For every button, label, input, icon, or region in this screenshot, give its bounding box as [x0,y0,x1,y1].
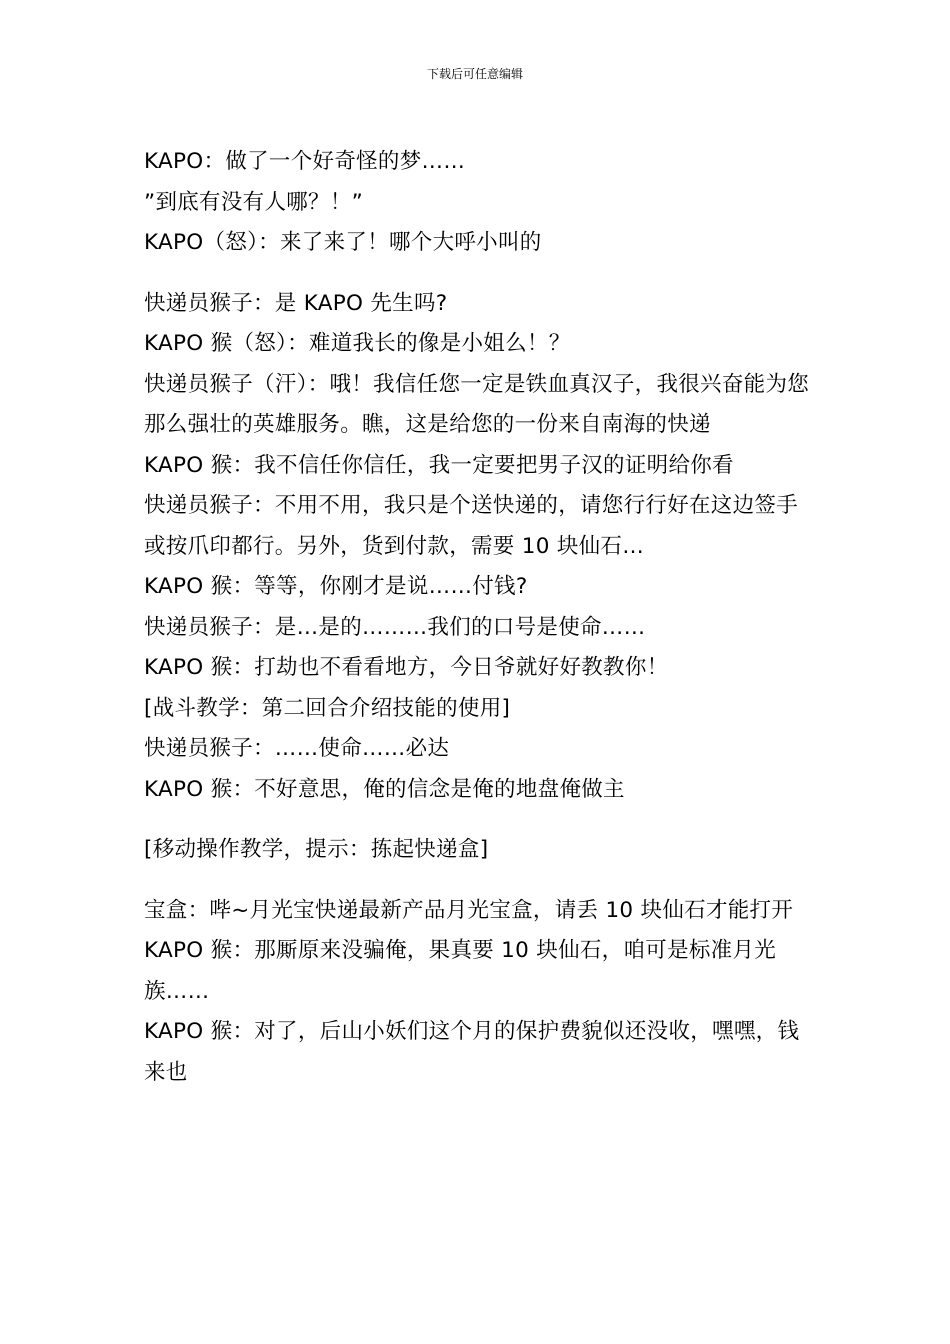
tutorial-note: [战斗教学：第二回合介绍技能的使用] [144,695,511,721]
dialogue-line: KAPO 猴：那厮原来没骗俺，果真要 10 块仙石，咱可是标准月光族…… [144,938,777,1004]
dialogue-line: KAPO（怒）：来了来了！哪个大呼小叫的 [144,230,542,255]
tutorial-note: [移动操作教学，提示：拣起快递盒] [144,837,489,862]
page-header-note: 下载后可任意编辑 [426,67,523,81]
dialogue-line: KAPO：做了一个好奇怪的梦…… [144,149,466,174]
dialogue-line: KAPO 猴：我不信任你信任，我一定要把男子汉的证明给你看 [144,452,734,478]
dialogue-line: 快递员猴子：……使命……必达 [144,736,450,761]
dialogue-line: 快递员猴子：是 KAPO 先生吗? [144,290,448,316]
dialogue-line: 快递员猴子（汗）：哦！我信任您一定是铁血真汉子，我很兴奋能为您那么强壮的英雄服务。瞧，这是给您的一份来自南海的快递 [144,371,810,437]
dialogue-line: KAPO 猴：不好意思，俺的信念是俺的地盘俺做主 [144,776,625,802]
dialogue-line: 快递员猴子：不用不用，我只是个送快递的，请您行行好在这边签手或按爪印都行。另外，货到付款，需要 10 块仙石… [144,493,799,559]
dialogue-script [144,142,812,1093]
paragraph-gap [144,871,812,891]
dialogue-line: 宝盒：哔~月光宝快递最新产品月光宝盒，请丢 10 块仙石才能打开 [144,897,794,923]
paragraph-gap [144,810,812,830]
paragraph-gap [144,264,812,284]
dialogue-line: 快递员猴子：是…是的………我们的口号是使命…… [144,614,646,640]
dialogue-line: KAPO 猴：等等，你刚才是说……付钱? [144,574,528,599]
dialogue-line: ”到底有没有人哪？！” [144,189,364,215]
dialogue-line: KAPO 猴（怒）：难道我长的像是小姐么！？ [144,331,571,356]
dialogue-line: KAPO 猴：打劫也不看看地方，今日爷就好好教教你！ [144,655,669,680]
dialogue-line: KAPO 猴：对了，后山小妖们这个月的保护费貌似还没收，嘿嘿，钱来也 [144,1019,800,1085]
